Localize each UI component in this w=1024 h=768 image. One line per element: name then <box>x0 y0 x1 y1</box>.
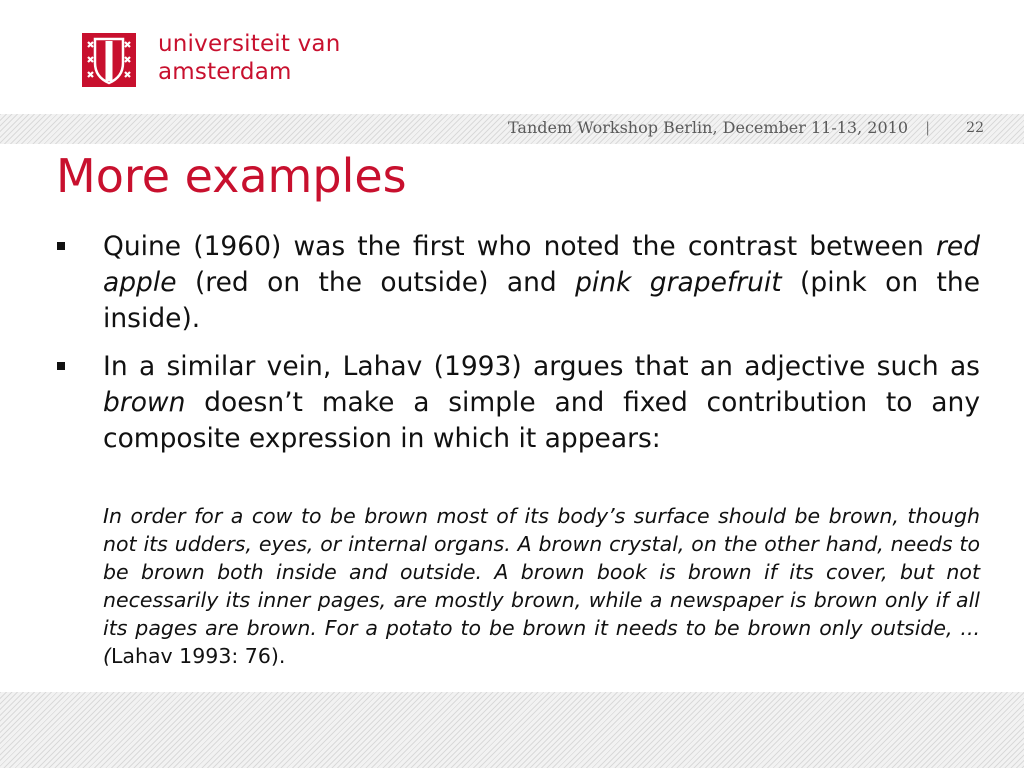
page-separator: | <box>925 120 930 136</box>
bullet-emphasis: brown <box>103 387 186 418</box>
bullet-text: In a similar vein, Lahav (1993) argues that an adjective such as <box>103 351 980 382</box>
block-quote <box>103 502 980 670</box>
bullet-emphasis: red apple <box>103 231 980 298</box>
footer-hatched-band <box>0 692 1024 768</box>
bullet-text: doesn’t make a simple and fixed contribution to any composite expression in which it appears: <box>103 387 980 454</box>
bullet-text: Quine (1960) was the first who noted the contrast between <box>103 231 936 262</box>
university-logo-text <box>158 30 341 86</box>
bullet-text: (red on the outside) and <box>176 267 576 298</box>
page-number: 22 <box>966 120 984 136</box>
university-seal-icon <box>82 33 136 87</box>
slide-header-meta <box>400 118 990 138</box>
quote-citation: Lahav 1993: 76). <box>111 644 286 668</box>
bullet-text: (pink on the inside). <box>103 267 980 334</box>
quote-text: In order for a cow to be brown most of its body’s surface should be brown, though not its udders, eyes, or internal organs. A brown crystal, on the other hand, needs to be brown both inside and outside. A brown book is brown if its cover, but not necessarily its inner pages, are mostly brown, while a newspaper is brown only if all its pages are brown. For a potato to be brown it needs to be brown only outside, ... ( <box>103 504 980 668</box>
logo-line-1: universiteit van <box>158 31 341 57</box>
slide-title: More examples <box>56 149 407 203</box>
logo-line-2: amsterdam <box>158 59 292 85</box>
square-bullet-icon <box>57 362 65 370</box>
square-bullet-icon <box>57 242 65 250</box>
bullet-emphasis: pink grapefruit <box>575 267 782 298</box>
event-caption: Tandem Workshop Berlin, December 11-13, 2010 <box>508 118 908 137</box>
bullet-item-lahav <box>55 349 980 457</box>
bullet-list <box>55 229 980 469</box>
bullet-item-quine <box>55 229 980 337</box>
